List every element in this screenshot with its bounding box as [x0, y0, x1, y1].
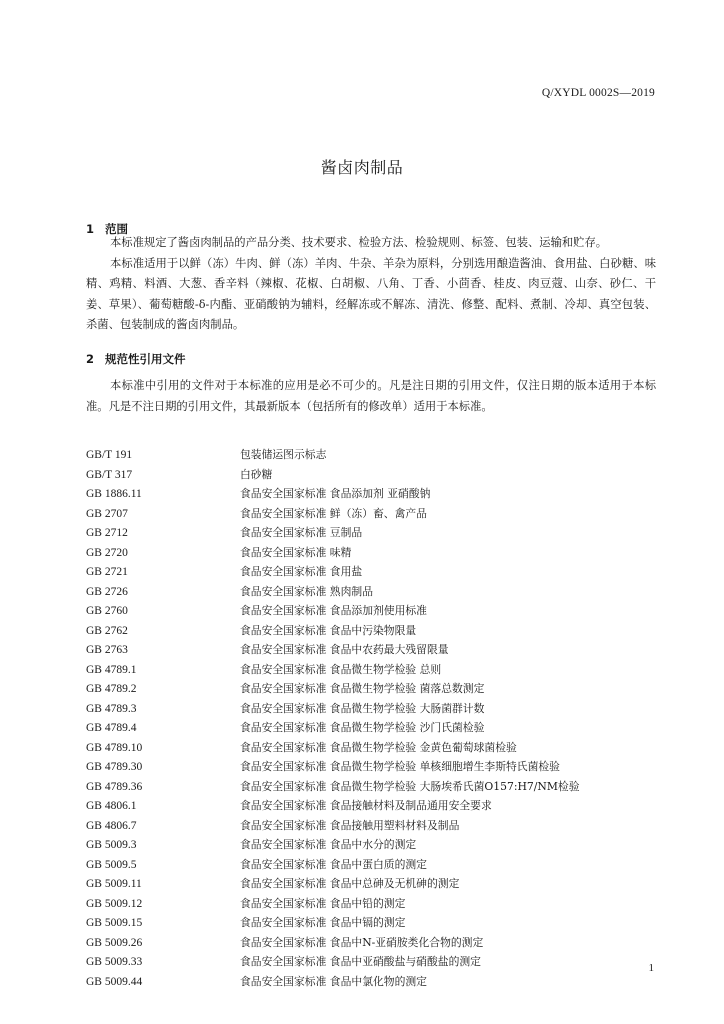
- reference-row: [86, 562, 656, 582]
- section-number: 1: [86, 222, 95, 236]
- reference-row: [86, 523, 656, 543]
- section-title: 范围: [105, 222, 128, 236]
- reference-code: GB 2760: [86, 605, 128, 617]
- reference-code: GB 2721: [86, 566, 128, 578]
- standard-number: Q/XYDL 0002S—2019: [541, 87, 655, 99]
- reference-code: GB 4789.36: [86, 780, 143, 793]
- reference-row: [86, 933, 656, 953]
- reference-code: GB 4789.3: [86, 702, 137, 715]
- reference-code: GB 4789.4: [86, 722, 137, 734]
- reference-row: [86, 952, 656, 972]
- reference-title: 食品安全国家标准 食品中水分的测定: [240, 838, 417, 851]
- reference-row: [86, 835, 656, 855]
- reference-row: [86, 855, 656, 875]
- scope-paragraph-2: 本标准适用于以鲜（冻）牛肉、鲜（冻）羊肉、牛杂、羊杂为原料，分别选用酿造酱油、食用盐、白砂糖、味精、鸡精、料酒、大葱、香辛料（辣椒、花椒、白胡椒、八角、丁香、小茴香、桂皮、肉豆蔻、山奈、砂仁、干姜、草果）、葡萄糖酸-δ-内酯、亚硝酸钠为辅料，经解冻或不解冻、清洗、修整、配料、煮制、冷却、真空包装、杀菌、包装制成的酱卤肉制品。: [86, 256, 656, 331]
- reference-code: GB 5009.11: [86, 878, 142, 890]
- reference-row: [86, 484, 656, 504]
- reference-row: [86, 640, 656, 660]
- reference-row: [86, 738, 656, 758]
- reference-title: 食品安全国家标准 食品微生物学检验 金黄色葡萄球菌检验: [240, 740, 517, 754]
- reference-row: [86, 718, 656, 738]
- section-title: 规范性引用文件: [105, 352, 186, 366]
- reference-title: 食品安全国家标准 食品中氯化物的测定: [240, 974, 427, 988]
- reference-code: GB/T 191: [86, 449, 133, 461]
- reference-code: GB 2726: [86, 585, 128, 598]
- reference-code: GB 4789.2: [86, 683, 137, 695]
- section-heading-normative-references: [86, 351, 186, 367]
- reference-code: GB 5009.44: [86, 975, 143, 988]
- reference-code: GB 2707: [86, 507, 128, 520]
- reference-row: [86, 679, 656, 699]
- reference-code: GB 5009.3: [86, 839, 137, 851]
- reference-title: 食品安全国家标准 食品中污染物限量: [240, 623, 417, 637]
- page-number: 1: [648, 962, 654, 974]
- reference-code: GB/T 317: [86, 468, 133, 481]
- reference-row: [86, 796, 656, 816]
- reference-title: 食品安全国家标准 味精: [240, 545, 352, 559]
- reference-title: 包装储运图示标志: [240, 448, 327, 461]
- reference-code: GB 5009.12: [86, 897, 143, 910]
- reference-row: [86, 874, 656, 894]
- reference-row: [86, 972, 656, 992]
- reference-title: 食品安全国家标准 食品微生物学检验 大肠埃希氏菌O157:H7/NM检验: [240, 779, 580, 793]
- reference-code: GB 4789.1: [86, 663, 137, 676]
- reference-row: [86, 816, 656, 836]
- reference-title: 食品安全国家标准 食品接触用塑料材料及制品: [240, 818, 460, 832]
- reference-row: [86, 543, 656, 563]
- reference-title: 食品安全国家标准 食品中蛋白质的测定: [240, 857, 427, 871]
- reference-title: 食品安全国家标准 食品中农药最大残留限量: [240, 643, 449, 656]
- references-intro-paragraph: 本标准中引用的文件对于本标准的应用是必不可少的。凡是注日期的引用文件，仅注日期的版本适用于本标准。凡是不注日期的引用文件，其最新版本（包括所有的修改单）适用于本标准。: [86, 379, 656, 413]
- reference-code: GB 4789.30: [86, 761, 143, 773]
- reference-code: GB 1886.11: [86, 488, 142, 500]
- reference-row: [86, 582, 656, 602]
- reference-row: [86, 913, 656, 933]
- reference-row: [86, 504, 656, 524]
- document-title: 酱卤肉制品: [320, 158, 404, 177]
- reference-code: GB 5009.5: [86, 858, 137, 871]
- reference-title: 食品安全国家标准 食品中亚硝酸盐与硝酸盐的测定: [240, 955, 481, 968]
- reference-row: [86, 660, 656, 680]
- reference-code: GB 2720: [86, 546, 128, 559]
- reference-title: 食品安全国家标准 食品微生物学检验 菌落总数测定: [240, 682, 485, 695]
- reference-title: 食品安全国家标准 食品添加剂 亚硝酸钠: [240, 487, 431, 500]
- reference-title: 食品安全国家标准 食品微生物学检验 总则: [240, 662, 442, 676]
- reference-code: GB 2762: [86, 624, 128, 637]
- reference-code: GB 4806.1: [86, 800, 137, 812]
- reference-title: 食品安全国家标准 食品中镉的测定: [240, 916, 406, 929]
- reference-code: GB 2763: [86, 644, 128, 656]
- reference-title: 食品安全国家标准 食品中N-亚硝胺类化合物的测定: [240, 935, 484, 949]
- reference-title: 食品安全国家标准 食用盐: [240, 565, 363, 578]
- reference-title: 食品安全国家标准 食品接触材料及制品通用安全要求: [240, 799, 492, 812]
- reference-title: 食品安全国家标准 食品微生物学检验 大肠菌群计数: [240, 701, 485, 715]
- reference-row: [86, 621, 656, 641]
- reference-title: 食品安全国家标准 熟肉制品: [240, 584, 373, 598]
- reference-code: GB 5009.33: [86, 956, 143, 968]
- reference-title: 食品安全国家标准 豆制品: [240, 526, 363, 539]
- reference-title: 食品安全国家标准 食品中铅的测定: [240, 896, 406, 910]
- reference-row: [86, 465, 656, 485]
- reference-code: GB 5009.26: [86, 936, 143, 949]
- reference-title: 食品安全国家标准 鲜（冻）畜、禽产品: [240, 506, 427, 520]
- reference-title: 食品安全国家标准 食品添加剂使用标准: [240, 604, 427, 617]
- reference-title: 食品安全国家标准 食品微生物学检验 沙门氏菌检验: [240, 721, 485, 734]
- reference-title: 食品安全国家标准 食品中总砷及无机砷的测定: [240, 877, 460, 890]
- reference-row: [86, 777, 656, 797]
- reference-row: [86, 601, 656, 621]
- reference-row: [86, 757, 656, 777]
- reference-row: [86, 894, 656, 914]
- reference-row: [86, 699, 656, 719]
- reference-title: 食品安全国家标准 食品微生物学检验 单核细胞增生李斯特氏菌检验: [240, 760, 560, 773]
- reference-title: 白砂糖: [240, 467, 273, 481]
- reference-row: [86, 445, 656, 465]
- section-number: 2: [86, 352, 95, 366]
- reference-code: GB 5009.15: [86, 917, 143, 929]
- scope-paragraph-1: 本标准规定了酱卤肉制品的产品分类、技术要求、检验方法、检验规则、标签、包装、运输和贮存。: [110, 236, 608, 249]
- reference-list: [86, 445, 656, 991]
- reference-code: GB 2712: [86, 527, 128, 539]
- reference-code: GB 4806.7: [86, 819, 137, 832]
- reference-code: GB 4789.10: [86, 741, 143, 754]
